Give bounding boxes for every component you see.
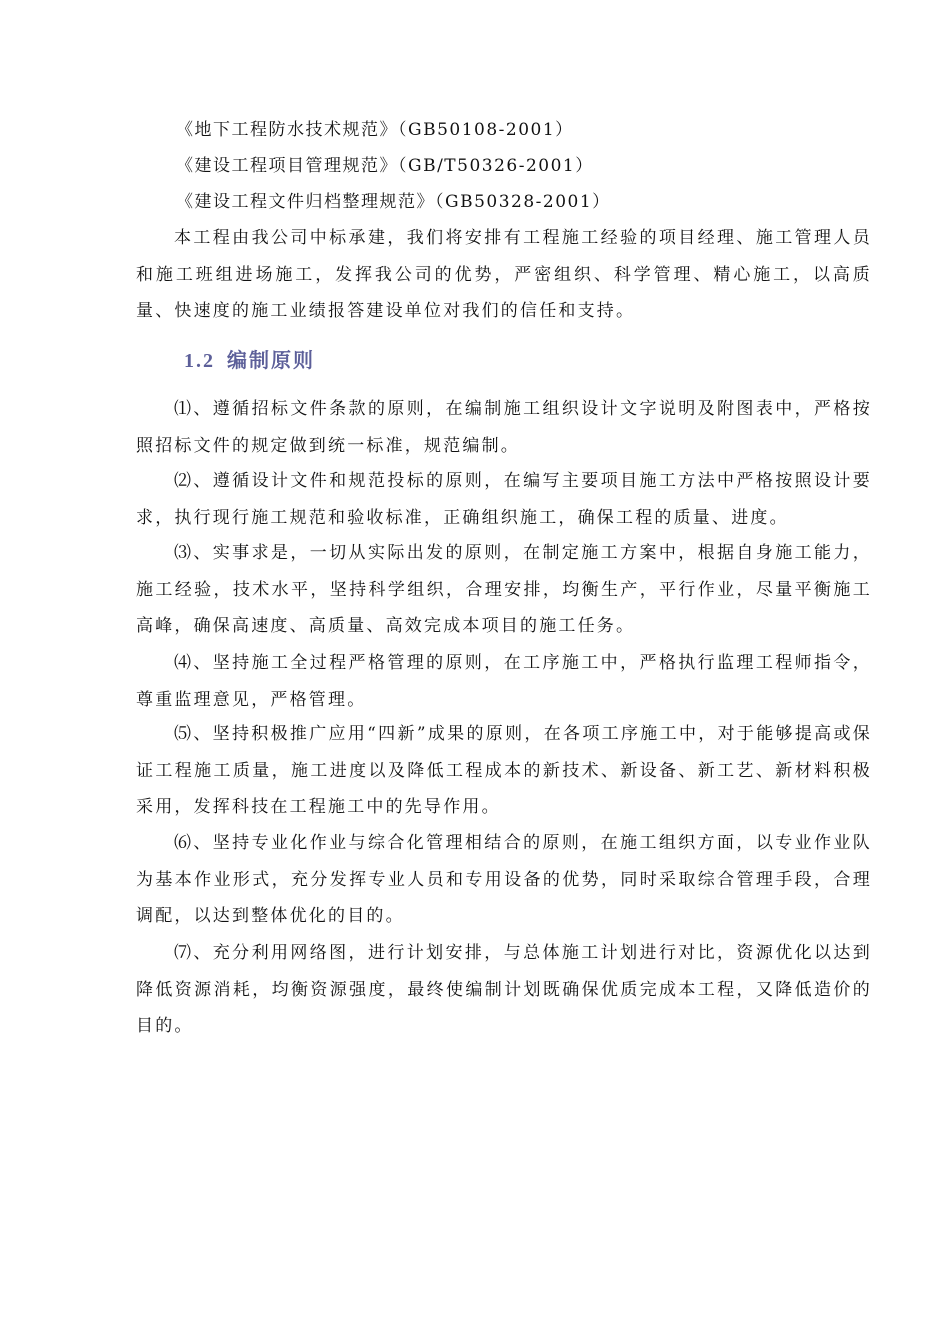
principle-paragraph: ⑺、充分利用网络图，进行计划安排，与总体施工计划进行对比，资源优化以达到降低资源消耗，均衡资源强度，最终使编制计划既确保优质完成本工程，又降低造价的目的。 — [136, 943, 872, 1036]
standard-reference-line: 《建设工程文件归档整理规范》（GB50328-2001） — [176, 192, 611, 212]
principle-paragraph: ⑴、遵循招标文件条款的原则，在编制施工组织设计文字说明及附图表中，严格按照招标文件的规定做到统一标准，规范编制。 — [136, 399, 872, 456]
section-heading — [184, 344, 315, 373]
principle-paragraph: ⑸、坚持积极推广应用“四新”成果的原则，在各项工序施工中，对于能够提高或保证工程施工质量，施工进度以及降低工程成本的新技术、新设备、新工艺、新材料积极采用，发挥科技在工程施工中的先导作用。 — [136, 724, 872, 817]
principle-paragraph: ⑷、坚持施工全过程严格管理的原则，在工序施工中，严格执行监理工程师指令，尊重监理意见，严格管理。 — [136, 653, 872, 710]
standard-reference-line: 《建设工程项目管理规范》（GB/T50326-2001） — [176, 156, 594, 176]
principle-paragraph: ⑵、遵循设计文件和规范投标的原则，在编写主要项目施工方法中严格按照设计要求，执行现行施工规范和验收标准，正确组织施工，确保工程的质量、进度。 — [136, 471, 872, 528]
intro-paragraph: 本工程由我公司中标承建，我们将安排有工程施工经验的项目经理、施工管理人员和施工班组进场施工，发挥我公司的优势，严密组织、科学管理、精心施工，以高质量、快速度的施工业绩报答建设单位对我们的信任和支持。 — [136, 228, 872, 321]
section-title: 编制原则 — [227, 348, 315, 372]
principle-paragraph: ⑹、坚持专业化作业与综合化管理相结合的原则，在施工组织方面，以专业作业队为基本作业形式，充分发挥专业人员和专用设备的优势，同时采取综合管理手段，合理调配，以达到整体优化的目的。 — [136, 833, 872, 926]
principle-paragraph: ⑶、实事求是，一切从实际出发的原则，在制定施工方案中，根据自身施工能力，施工经验，技术水平，坚持科学组织，合理安排，均衡生产，平行作业，尽量平衡施工高峰，确保高速度、高质量、高效完成本项目的施工任务。 — [136, 543, 872, 636]
standard-reference-line: 《地下工程防水技术规范》（GB50108-2001） — [176, 120, 574, 140]
section-number: 1.2 — [184, 350, 215, 372]
